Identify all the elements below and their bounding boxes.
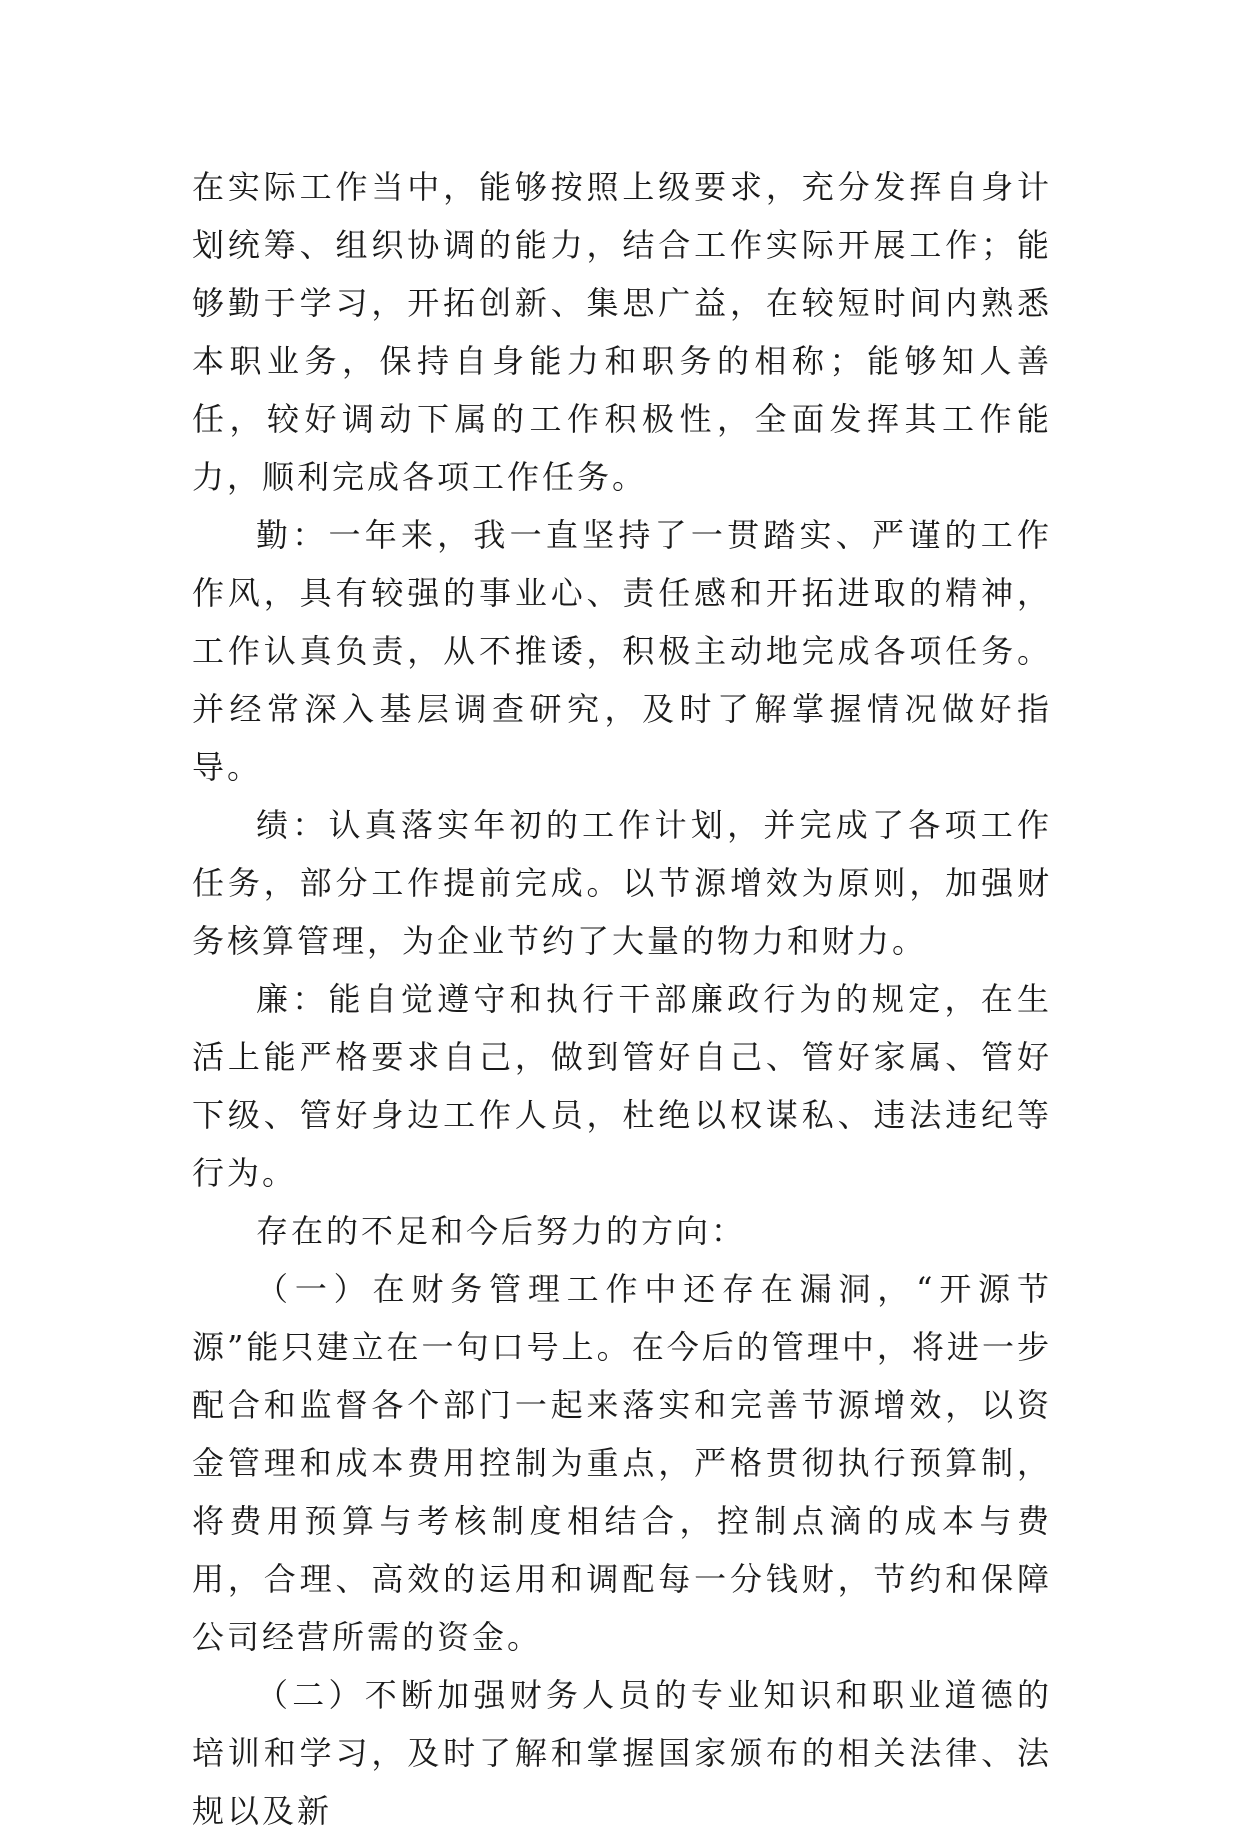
paragraph-performance: 绩：认真落实年初的工作计划，并完成了各项工作任务，部分工作提前完成。以节源增效为原则，加强财务核算管理，为企业节约了大量的物力和财力。: [192, 806, 1052, 960]
paragraph-integrity: 廉：能自觉遵守和执行干部廉政行为的规定，在生活上能严格要求自己，做到管好自己、管好家属、管好下级、管好身边工作人员，杜绝以权谋私、违法违纪等行为。: [192, 980, 1052, 1192]
paragraph-diligence: 勤：一年来，我一直坚持了一贯踏实、严谨的工作作风，具有较强的事业心、责任感和开拓进取的精神，工作认真负责，从不推诿，积极主动地完成各项任务。并经常深入基层调查研究，及时了解掌握情况做好指导。: [192, 516, 1052, 786]
document-body: [192, 158, 1052, 1840]
paragraph-item-one: （一）在财务管理工作中还存在漏洞，“开源节源”能只建立在一句口号上。在今后的管理中，将进一步配合和监督各个部门一起来落实和完善节源增效，以资金管理和成本费用控制为重点，严格贯彻执行预算制，将费用预算与考核制度相结合，控制点滴的成本与费用，合理、高效的运用和调配每一分钱财，节约和保障公司经营所需的资金。: [192, 1270, 1052, 1656]
paragraph-shortcomings-heading: 存在的不足和今后努力的方向：: [256, 1212, 747, 1250]
paragraph-ability-continued: 在实际工作当中，能够按照上级要求，充分发挥自身计划统筹、组织协调的能力，结合工作实际开展工作；能够勤于学习，开拓创新、集思广益，在较短时间内熟悉本职业务，保持自身能力和职务的相称；能够知人善任，较好调动下属的工作积极性，全面发挥其工作能力，顺利完成各项工作任务。: [192, 168, 1052, 496]
paragraph-item-two: （二）不断加强财务人员的专业知识和职业道德的培训和学习，及时了解和掌握国家颁布的相关法律、法规以及新: [192, 1676, 1052, 1830]
